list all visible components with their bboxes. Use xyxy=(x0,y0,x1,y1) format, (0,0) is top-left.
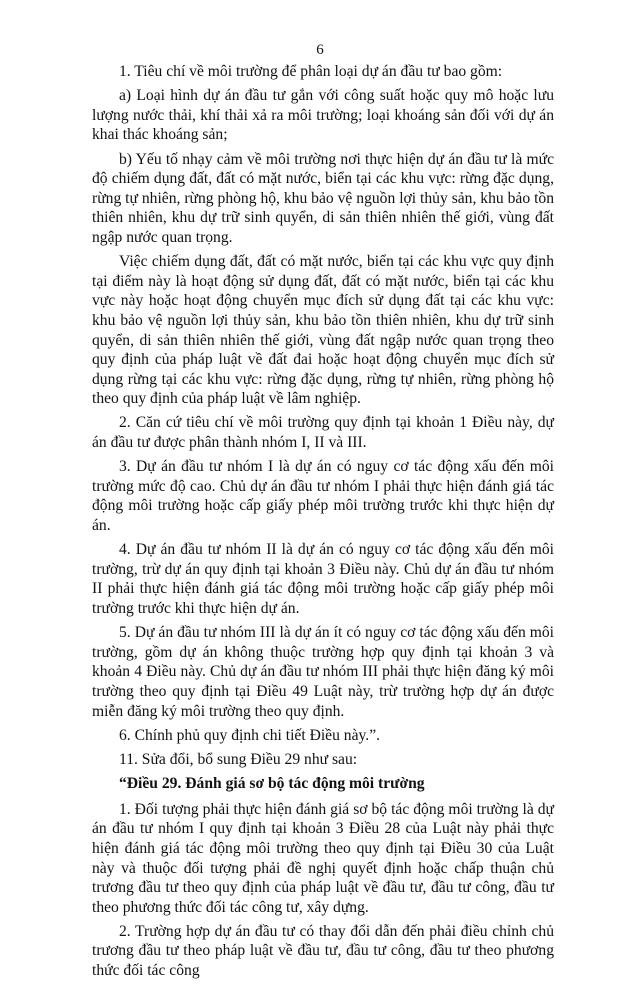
paragraph-2: 2. Căn cứ tiêu chí về môi trường quy định tại khoản 1 Điều này, dự án đầu tư được phân thành nhóm I, II và III. xyxy=(92,414,554,452)
paragraph-6: 6. Chính phủ quy định chi tiết Điều này.”. xyxy=(119,726,381,744)
document-body xyxy=(92,62,554,985)
paragraph-5: 5. Dự án đầu tư nhóm III là dự án ít có nguy cơ tác động xấu đến môi trường, gồm dự án không thuộc trường hợp quy định tại khoản 3 và khoản 4 Điều này. Chủ dự án đầu tư nhóm III phải thực hiện đăng ký môi trường theo quy định tại Điều 49 Luật này, trừ trường hợp dự án được miễn đăng ký môi trường theo quy định. xyxy=(92,624,554,720)
paragraph-1-intro: 1. Tiêu chí về môi trường để phân loại dự án đầu tư bao gồm: xyxy=(119,63,503,80)
amendment-clause-11: 11. Sửa đổi, bổ sung Điều 29 như sau: xyxy=(119,750,358,768)
paragraph-3: 3. Dự án đầu tư nhóm I là dự án có nguy cơ tác động xấu đến môi trường mức độ cao. Chủ dự án đầu tư nhóm I phải thực hiện đánh giá tác động môi trường hoặc cấp giấy phép môi trường trước khi thực hiện dự án. xyxy=(92,458,554,535)
article-29-heading: “Điều 29. Đánh giá sơ bộ tác động môi trường xyxy=(119,775,425,793)
article-29-paragraph-1: 1. Đối tượng phải thực hiện đánh giá sơ bộ tác động môi trường là dự án đầu tư nhóm I quy định tại khoản 3 Điều 28 của Luật này phải thực hiện đánh giá tác động môi trường theo quy định tại Điều 30 của Luật này và thuộc đối tượng phải đề nghị quyết định hoặc chấp thuận chủ trương đầu tư theo quy định của pháp luật về đầu tư, đầu tư công, đầu tư theo phương thức đối tác công tư, xây dựng. xyxy=(92,800,554,916)
article-29-paragraph-2: 2. Trường hợp dự án đầu tư có thay đổi dẫn đến phải điều chỉnh chủ trương đầu tư theo pháp luật về đầu tư, đầu tư công, đầu tư theo phương thức đối tác công xyxy=(92,922,554,980)
page-number: 6 xyxy=(316,42,324,58)
paragraph-1a: a) Loại hình dự án đầu tư gắn với công suất hoặc quy mô hoặc lưu lượng nước thải, khí thải xả ra môi trường; loại khoáng sản đối với dự án khai thác khoáng sản; xyxy=(92,87,554,144)
paragraph-1b-detail: Việc chiếm dụng đất, đất có mặt nước, biển tại các khu vực quy định tại điểm này là hoạt động sử dụng đất, đất có mặt nước, biển tại các khu vực này hoặc hoạt động chuyển mục đích sử dụng đất tại các khu vực: khu bảo vệ nguồn lợi thủy sản, khu bảo tồn thiên nhiên, khu dự trữ sinh quyển, di sản thiên nhiên thế giới, vùng đất ngập nước quan trọng theo quy định của pháp luật về đất đai hoặc hoạt động chuyển mục đích sử dụng rừng tại các khu vực: rừng đặc dụng, rừng tự nhiên, rừng phòng hộ theo quy định của pháp luật về lâm nghiệp. xyxy=(92,253,554,408)
paragraph-4: 4. Dự án đầu tư nhóm II là dự án có nguy cơ tác động xấu đến môi trường, trừ dự án quy định tại khoản 3 Điều này. Chủ dự án đầu tư nhóm II phải thực hiện đánh giá tác động môi trường hoặc cấp giấy phép môi trường trước khi thực hiện dự án. xyxy=(92,541,554,617)
paragraph-1b: b) Yếu tố nhạy cảm về môi trường nơi thực hiện dự án đầu tư là mức độ chiếm dụng đất, đất có mặt nước, biển tại các khu vực: rừng đặc dụng, rừng tự nhiên, rừng phòng hộ, khu bảo vệ nguồn lợi thủy sản, khu bảo tồn thiên nhiên, khu dự trữ sinh quyển, di sản thiên nhiên thế giới, vùng đất ngập nước quan trọng. xyxy=(92,150,554,246)
